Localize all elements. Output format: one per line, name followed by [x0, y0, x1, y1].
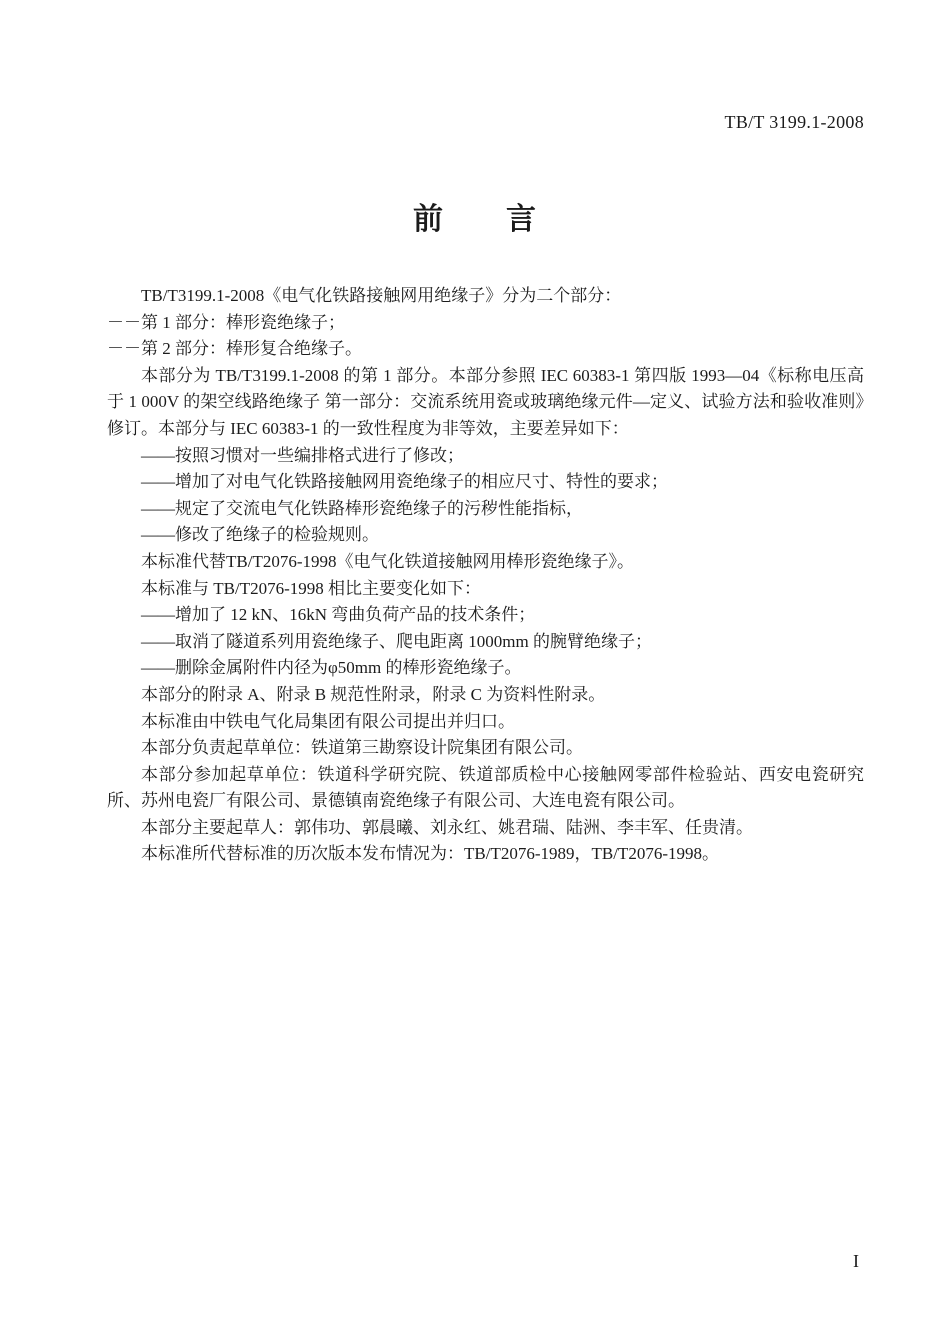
paragraph: ——增加了 12 kN、16kN 弯曲负荷产品的技术条件；	[141, 605, 536, 625]
foreword-body	[107, 283, 864, 868]
paragraph: ——取消了隧道系列用瓷绝缘子、爬电距离 1000mm 的腕臂绝缘子；	[141, 631, 652, 651]
paragraph: 本部分为 TB/T3199.1-2008 的第 1 部分。本部分参照 IEC 60383-1 第四版 1993—04《标称电压高于 1 000V 的架空线路绝缘子 第一部分：交流系统用瓷或玻璃绝缘元件—定义、试验方法和验收准则》修订。本部分与 IEC 60383-1 的一致性程度为非等效，主要差异如下：	[107, 365, 864, 438]
paragraph: ——增加了对电气化铁路接触网用瓷绝缘子的相应尺寸、特性的要求；	[141, 472, 668, 492]
paragraph: 本标准与 TB/T2076-1998 相比主要变化如下：	[141, 578, 481, 598]
foreword-title: 前 言	[413, 203, 537, 236]
paragraph: －－第 1 部分：棒形瓷绝缘子；	[107, 312, 345, 332]
page-number: I	[853, 1251, 859, 1271]
paragraph: ——修改了绝缘子的检验规则。	[141, 525, 379, 545]
paragraph: ——按照习惯对一些编排格式进行了修改；	[141, 445, 464, 465]
paragraph: －－第 2 部分：棒形复合绝缘子。	[107, 339, 362, 359]
paragraph: 本部分的附录 A、附录 B 规范性附录，附录 C 为资料性附录。	[141, 684, 606, 704]
paragraph: ——规定了交流电气化铁路棒形瓷绝缘子的污秽性能指标，	[141, 498, 583, 518]
paragraph: 本标准由中铁电气化局集团有限公司提出并归口。	[141, 711, 515, 731]
paragraph: 本部分负责起草单位：铁道第三勘察设计院集团有限公司。	[141, 738, 583, 758]
paragraph: TB/T3199.1-2008《电气化铁路接触网用绝缘子》分为二个部分：	[141, 286, 622, 305]
standard-number-header: TB/T 3199.1-2008	[724, 112, 864, 132]
paragraph: 本标准所代替标准的历次版本发布情况为：TB/T2076-1989，TB/T2076-1998。	[141, 844, 719, 864]
paragraph: ——删除金属附件内径为φ50mm 的棒形瓷绝缘子。	[141, 658, 522, 678]
paragraph: 本部分参加起草单位：铁道科学研究院、铁道部质检中心接触网零部件检验站、西安电瓷研究所、苏州电瓷厂有限公司、景德镇南瓷绝缘子有限公司、大连电瓷有限公司。	[107, 764, 864, 811]
paragraph: 本部分主要起草人：郭伟功、郭晨曦、刘永红、姚君瑞、陆洲、李丰军、任贵清。	[141, 817, 753, 837]
paragraph: 本标准代替TB/T2076-1998《电气化铁道接触网用棒形瓷绝缘子》。	[141, 551, 634, 571]
